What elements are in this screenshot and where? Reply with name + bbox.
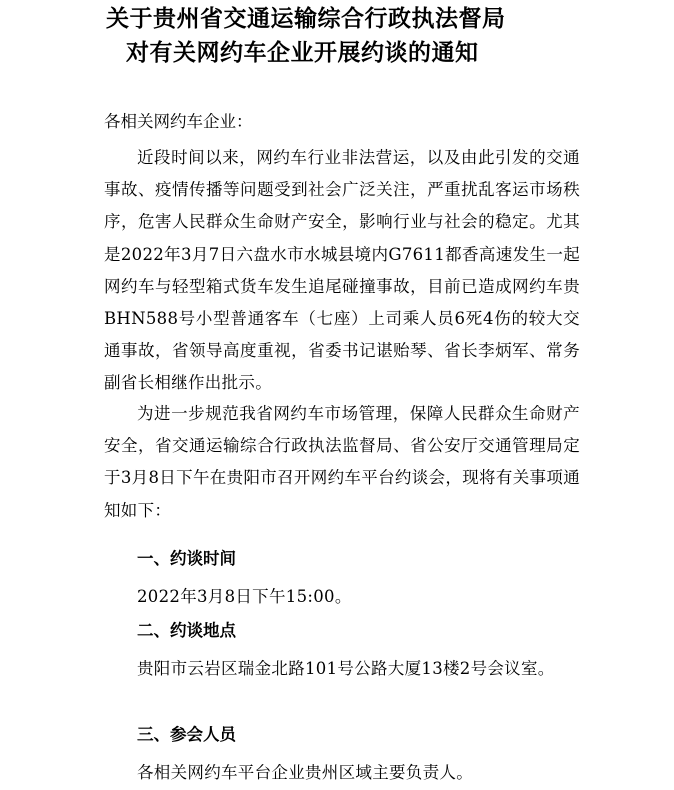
- section-content-location: 贵阳市云岩区瑞金北路101号公路大厦13楼2号会议室。: [137, 659, 555, 678]
- section-content-time: 2022年3月8日下午15:00。: [137, 587, 352, 606]
- section-heading-time: 一、约谈时间: [137, 549, 236, 568]
- section-heading-location: 二、约谈地点: [137, 621, 236, 640]
- document-title-line-1: 关于贵州省交通运输综合行政执法督局: [106, 6, 506, 32]
- body-paragraph: 近段时间以来，网约车行业非法营运，以及由此引发的交通事故、疫情传播等问题受到社会广泛关注，严重扰乱客运市场秩序，危害人民群众生命财产安全，影响行业与社会的稳定。尤其是2022年3月7日六盘水市水城县境内G7611都香高速发生一起网约车与轻型箱式货车发生追尾碰撞事故，目前已造成网约车贵BHN588号小型普通客车（七座）上司乘人员6死4伤的较大交通事故，省领导高度重视，省委书记谌贻琴、省长李炳军、常务副省长相继作出批示。: [104, 148, 580, 393]
- salutation: 各相关网约车企业：: [104, 112, 253, 131]
- body-paragraph: 为进一步规范我省网约车市场管理，保障人民群众生命财产安全，省交通运输综合行政执法监督局、省公安厅交通管理局定于3月8日下午在贵阳市召开网约车平台约谈会，现将有关事项通知如下：: [104, 404, 580, 520]
- section-content-attendees: 各相关网约车平台企业贵州区域主要负责人。: [137, 763, 473, 782]
- section-heading-attendees: 三、参会人员: [137, 725, 236, 744]
- document-title-line-2: 对有关网约车企业开展约谈的通知: [126, 40, 479, 66]
